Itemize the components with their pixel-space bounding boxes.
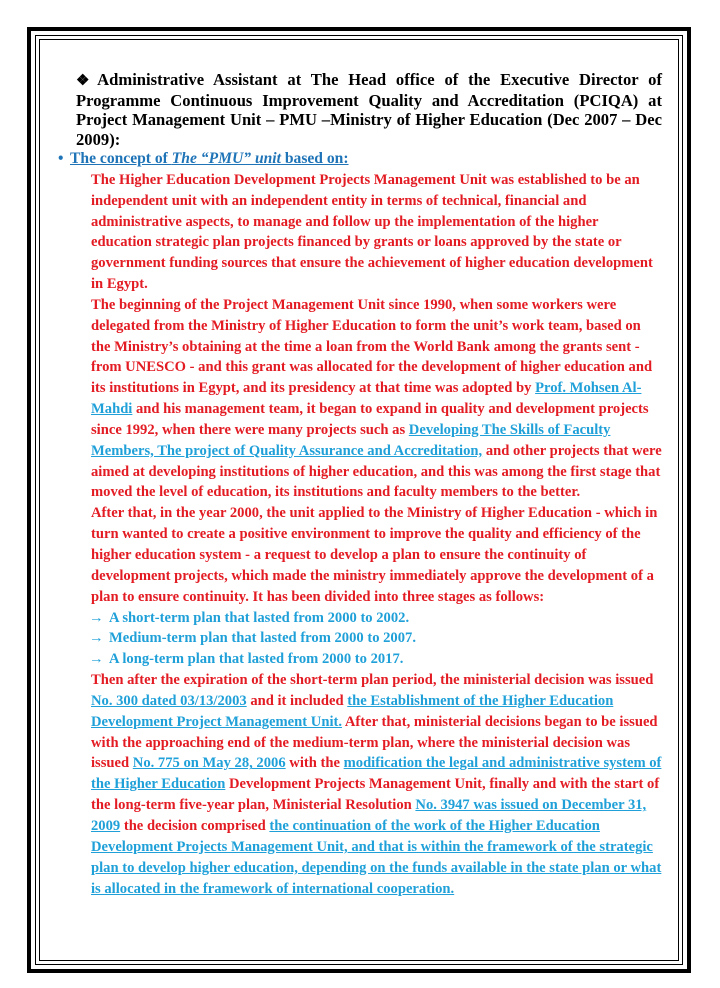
paragraph-plan: After that, in the year 2000, the unit applied to the Ministry of Higher Education - which in turn wanted to create a positive environment to improve the quality and efficiency of the higher education system - a request to develop a plan to ensure the continuity of development projects, which made the ministry immediately approve the development of a plan to ensure continuity. It has been divided into three stages as follows: xyxy=(91,505,658,605)
concept-prefix: The concept of xyxy=(70,149,172,167)
list-item: → Medium-term plan that lasted from 2000 to 2007. xyxy=(89,628,662,649)
link-decision-775[interactable]: No. 775 on May 28, 2006 xyxy=(132,755,286,772)
paragraph-decisions: Then after the expiration of the short-term plan period, the ministerial decision was issued No. 300 dated 03/13/2003 and it included the Establishment of the Higher Education Development Project Management Unit. After that, ministerial decisions began to be issued with the approaching end of the medium-term plan, where the ministerial decision was issued No. 775 on May 28, 2006 with the modification the legal and administrative system of the Higher Education Development Projects Management Unit, finally and with the start of the long-term five-year plan, Ministerial Resolution No. 3947 was issued on December 31, 2009 the decision comprised the continuation of the work of the Higher Education Development Projects Management Unit, and that is within the framework of the strategic plan to develop higher education, depending on the funds available in the state plan or what is allocated in the framework of international cooperation. xyxy=(91,672,662,897)
link-projects[interactable]: Developing The Skills of Faculty Members, The project of Quality Assurance and Accreditation, xyxy=(91,421,611,459)
list-item: → A short-term plan that lasted from 2000 to 2002. xyxy=(89,608,662,629)
history-text-b: and his management team, it began to expand in quality and development projects since 1992, when there were many projects such as xyxy=(91,401,649,438)
link-continuation[interactable]: the continuation of the work of the Higher Education Development Projects Management Unit, and that is within the framework of the strategic plan to develop higher education, depending on the funds available in the state plan or what is allocated in the framework of international cooperation. xyxy=(91,817,662,897)
history-text-a: The beginning of the Project Management Unit since 1990, when some workers were delegated from the Ministry of Higher Education to form the unit’s work team, based on the Ministry’s obtaining at the time a loan from the World Bank among the grants sent - from UNESCO - and this grant was allocated for the development of higher education and its institutions in Egypt, and its presidency at that time was adopted by xyxy=(91,296,653,397)
arrow-right-icon: → xyxy=(89,651,104,668)
section-heading-text: Administrative Assistant at The Head office of the Executive Director of Programme Continuous Improvement Quality and Accreditation (PCIQA) at Project Management Unit – PMU –Ministry of Higher Education (Dec 2007 – Dec 2009): xyxy=(76,70,662,149)
link-establishment[interactable]: the Establishment of the Higher Education Development Project Management Unit. xyxy=(91,692,614,730)
link-prof-mohsen[interactable]: Prof. Mohsen Al-Mahdi xyxy=(91,380,642,418)
arrow-right-icon: → xyxy=(89,609,104,626)
link-decision-300[interactable]: No. 300 dated 03/13/2003 xyxy=(91,692,247,709)
section-heading xyxy=(76,70,662,149)
concept-suffix: based on: xyxy=(280,149,349,167)
concept-body xyxy=(91,170,662,900)
history-text-c: and other projects that were aimed at developing institutions of higher education, and this was among the first stage that moved the level of education, its institutions and faculty members to the better. xyxy=(91,442,662,501)
diamond-bullet-icon: ❖ xyxy=(76,73,96,89)
concept-heading xyxy=(58,150,662,168)
link-decision-3947[interactable]: No. 3947 was issued on December 31, 2009 xyxy=(91,797,647,834)
paragraph-establishment: The Higher Education Development Projects Management Unit was established to be an independent unit with an independent entity in terms of technical, financial and administrative aspects, to manage and follow up the implementation of the higher education strategic plan projects financed by grants or loans approved by the state or government funding sources that ensure the achievement of higher education development in Egypt. xyxy=(91,171,653,293)
plan-stages-list xyxy=(89,608,662,671)
dot-bullet-icon: • xyxy=(58,149,64,167)
document-content xyxy=(58,70,662,899)
concept-emphasis: The “PMU” unit xyxy=(171,149,281,167)
arrow-right-icon: → xyxy=(89,630,104,647)
list-item: → A long-term plan that lasted from 2000 to 2017. xyxy=(89,649,662,670)
paragraph-history xyxy=(91,295,662,503)
link-modification[interactable]: modification the legal and administrative system of the Higher Education xyxy=(91,755,662,793)
